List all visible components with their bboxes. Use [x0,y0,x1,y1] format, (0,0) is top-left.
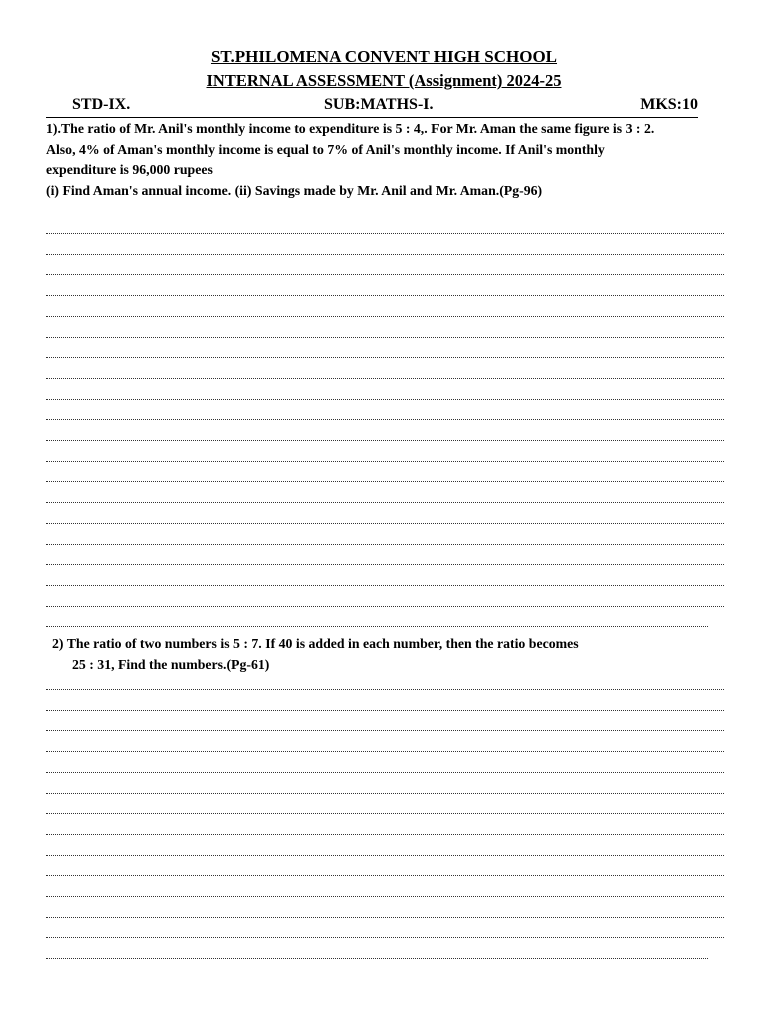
answer-line[interactable] [46,813,724,814]
standard-label: STD-IX. [72,96,131,113]
answer-line[interactable] [46,772,724,773]
meta-row [46,95,698,118]
question-1-line: expenditure is 96,000 rupees [46,162,213,177]
subject-label: SUB:MATHS-I. [324,96,434,113]
answer-line[interactable] [46,834,724,835]
answer-line[interactable] [46,958,708,959]
answer-line[interactable] [46,875,724,876]
answer-line[interactable] [46,606,724,607]
answer-line[interactable] [46,481,724,482]
question-1-line: Also, 4% of Aman's monthly income is equal to 7% of Anil's monthly income. If Anil's monthly [46,141,605,157]
answer-line[interactable] [46,626,708,627]
answer-line[interactable] [46,295,724,296]
answer-line[interactable] [46,461,724,462]
answer-line[interactable] [46,523,724,524]
marks-label: MKS:10 [640,96,698,113]
answer-line[interactable] [46,751,724,752]
question-2-line: 2) The ratio of two numbers is 5 : 7. If 40 is added in each number, then the ratio becomes [52,636,579,651]
answer-line[interactable] [46,419,724,420]
answer-line[interactable] [46,316,724,317]
question-2 [52,634,579,675]
question-2-line: 25 : 31, Find the numbers.(Pg-61) [72,656,270,672]
answer-line[interactable] [46,399,724,400]
answer-line[interactable] [46,689,724,690]
question-1-line: (i) Find Aman's annual income. (ii) Savings made by Mr. Anil and Mr. Aman.(Pg-96) [46,182,543,198]
answer-line[interactable] [46,254,724,255]
answer-line[interactable] [46,233,724,234]
school-name: ST.PHILOMENA CONVENT HIGH SCHOOL [210,47,558,66]
answer-line[interactable] [46,544,724,545]
answer-line[interactable] [46,937,724,938]
question-1 [46,119,654,201]
answer-line[interactable] [46,357,724,358]
answer-line[interactable] [46,337,724,338]
assessment-title: INTERNAL ASSESSMENT (Assignment) 2024-25 [206,71,562,90]
answer-line[interactable] [46,896,724,897]
answer-line[interactable] [46,710,724,711]
answer-line[interactable] [46,440,724,441]
answer-line[interactable] [46,793,724,794]
question-1-line: 1).The ratio of Mr. Anil's monthly income to expenditure is 5 : 4,. For Mr. Aman the same figure is 3 : 2. [46,121,655,136]
answer-line[interactable] [46,378,724,379]
answer-line[interactable] [46,585,724,586]
answer-line[interactable] [46,917,724,918]
answer-line[interactable] [46,730,724,731]
answer-line[interactable] [46,274,724,275]
answer-line[interactable] [46,855,724,856]
answer-line[interactable] [46,502,724,503]
answer-line[interactable] [46,564,724,565]
